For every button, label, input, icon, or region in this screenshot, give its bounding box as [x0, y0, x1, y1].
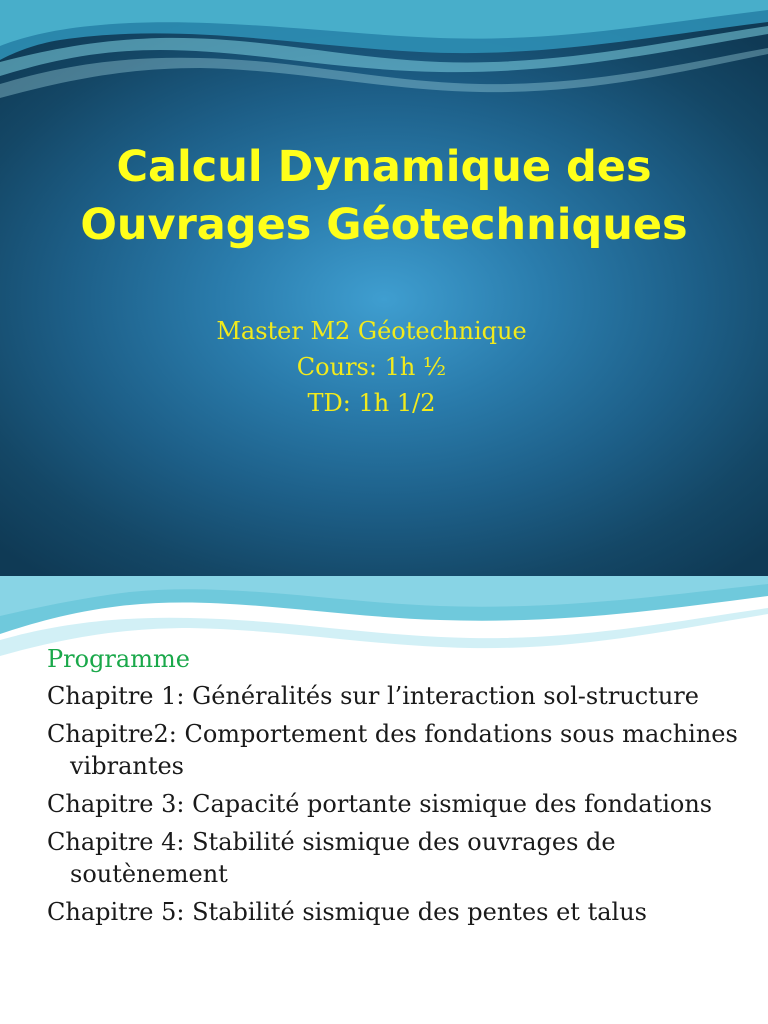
list-item: Chapitre2: Comportement des fondations sous machines vibrantes: [47, 720, 738, 780]
programme-heading: Programme: [47, 645, 190, 673]
programme-slide: [0, 576, 768, 1024]
slide-title-line: Calcul Dynamique des: [116, 142, 652, 192]
wave-decoration-top: [0, 0, 768, 110]
slide-title-line: Ouvrages Géotechniques: [80, 200, 688, 250]
subtitle-line: TD: 1h 1/2: [307, 389, 436, 417]
list-item: Chapitre 5: Stabilité sismique des pentes et talus: [47, 898, 647, 926]
list-item: Chapitre 1: Généralités sur l’interaction sol-structure: [47, 682, 699, 710]
slide-title: [0, 138, 768, 254]
subtitle-line: Master M2 Géotechnique: [216, 317, 527, 345]
slide-subtitle: [0, 313, 743, 421]
chapter-list: [47, 680, 747, 934]
list-item: Chapitre 3: Capacité portante sismique des fondations: [47, 790, 713, 818]
subtitle-line: Cours: 1h ½: [296, 353, 447, 381]
list-item: Chapitre 4: Stabilité sismique des ouvrages de soutènement: [47, 828, 616, 888]
